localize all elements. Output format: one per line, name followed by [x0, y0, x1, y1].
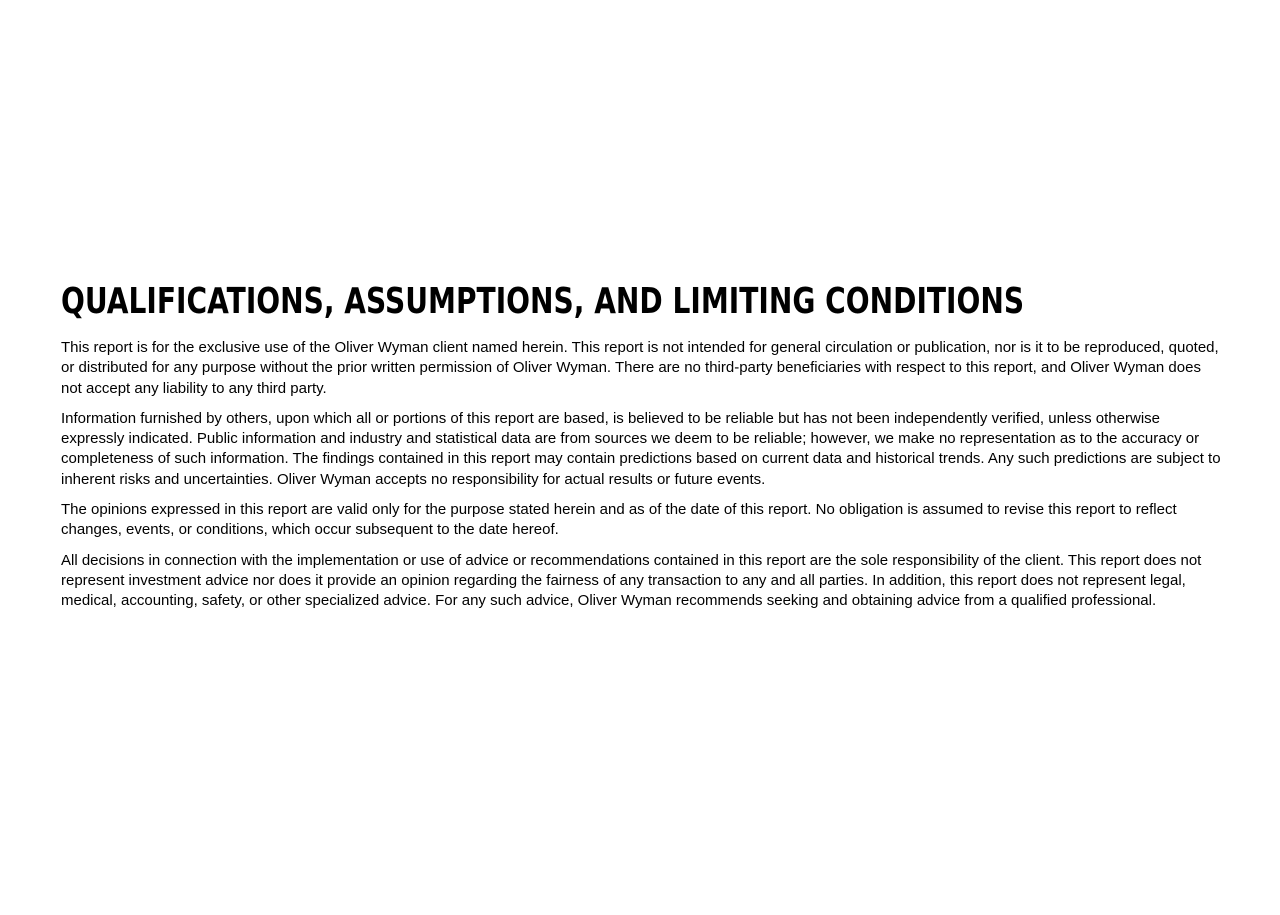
paragraph-client-responsibility: All decisions in connection with the implementation or use of advice or recommendations contained in this report are the sole responsibility of the client. This report does not represent investment advice nor does it provide an opinion regarding the fairness of any transaction to any and all parties. In addition, this report does not represent legal, medical, accounting, safety, or other specialized advice. For any such advice, Oliver Wyman recommends seeking and obtaining advice from a qualified professional.: [61, 551, 1202, 610]
paragraph-information-reliability: Information furnished by others, upon which all or portions of this report are based, is believed to be reliable but has not been independently verified, unless otherwise expressly indicated. Public information and industry and statistical data are from sources we deem to be reliable; however, we make no representation as to the accuracy or completeness of such information. The findings contained in this report may contain predictions based on current data and historical trends. Any such predictions are subject to inherent risks and uncertainties. Oliver Wyman accepts no responsibility for actual results or future events.: [61, 409, 1221, 488]
paragraph-exclusive-use: This report is for the exclusive use of the Oliver Wyman client named herein. This report is not intended for general circulation or publication, nor is it to be reproduced, quoted, or distributed for any purpose without the prior written permission of Oliver Wyman. There are no third-party beneficiaries with respect to this report, and Oliver Wyman does not accept any liability to any third party.: [61, 339, 1219, 397]
document-page: [61, 280, 1221, 622]
paragraph-opinions-validity: The opinions expressed in this report are valid only for the purpose stated herein and as of the date of this report. No obligation is assumed to revise this report to reflect changes, events, or conditions, which occur subsequent to the date hereof.: [61, 501, 1177, 539]
page-title: QUALIFICATIONS, ASSUMPTIONS, AND LIMITING CONDITIONS: [61, 281, 1025, 322]
